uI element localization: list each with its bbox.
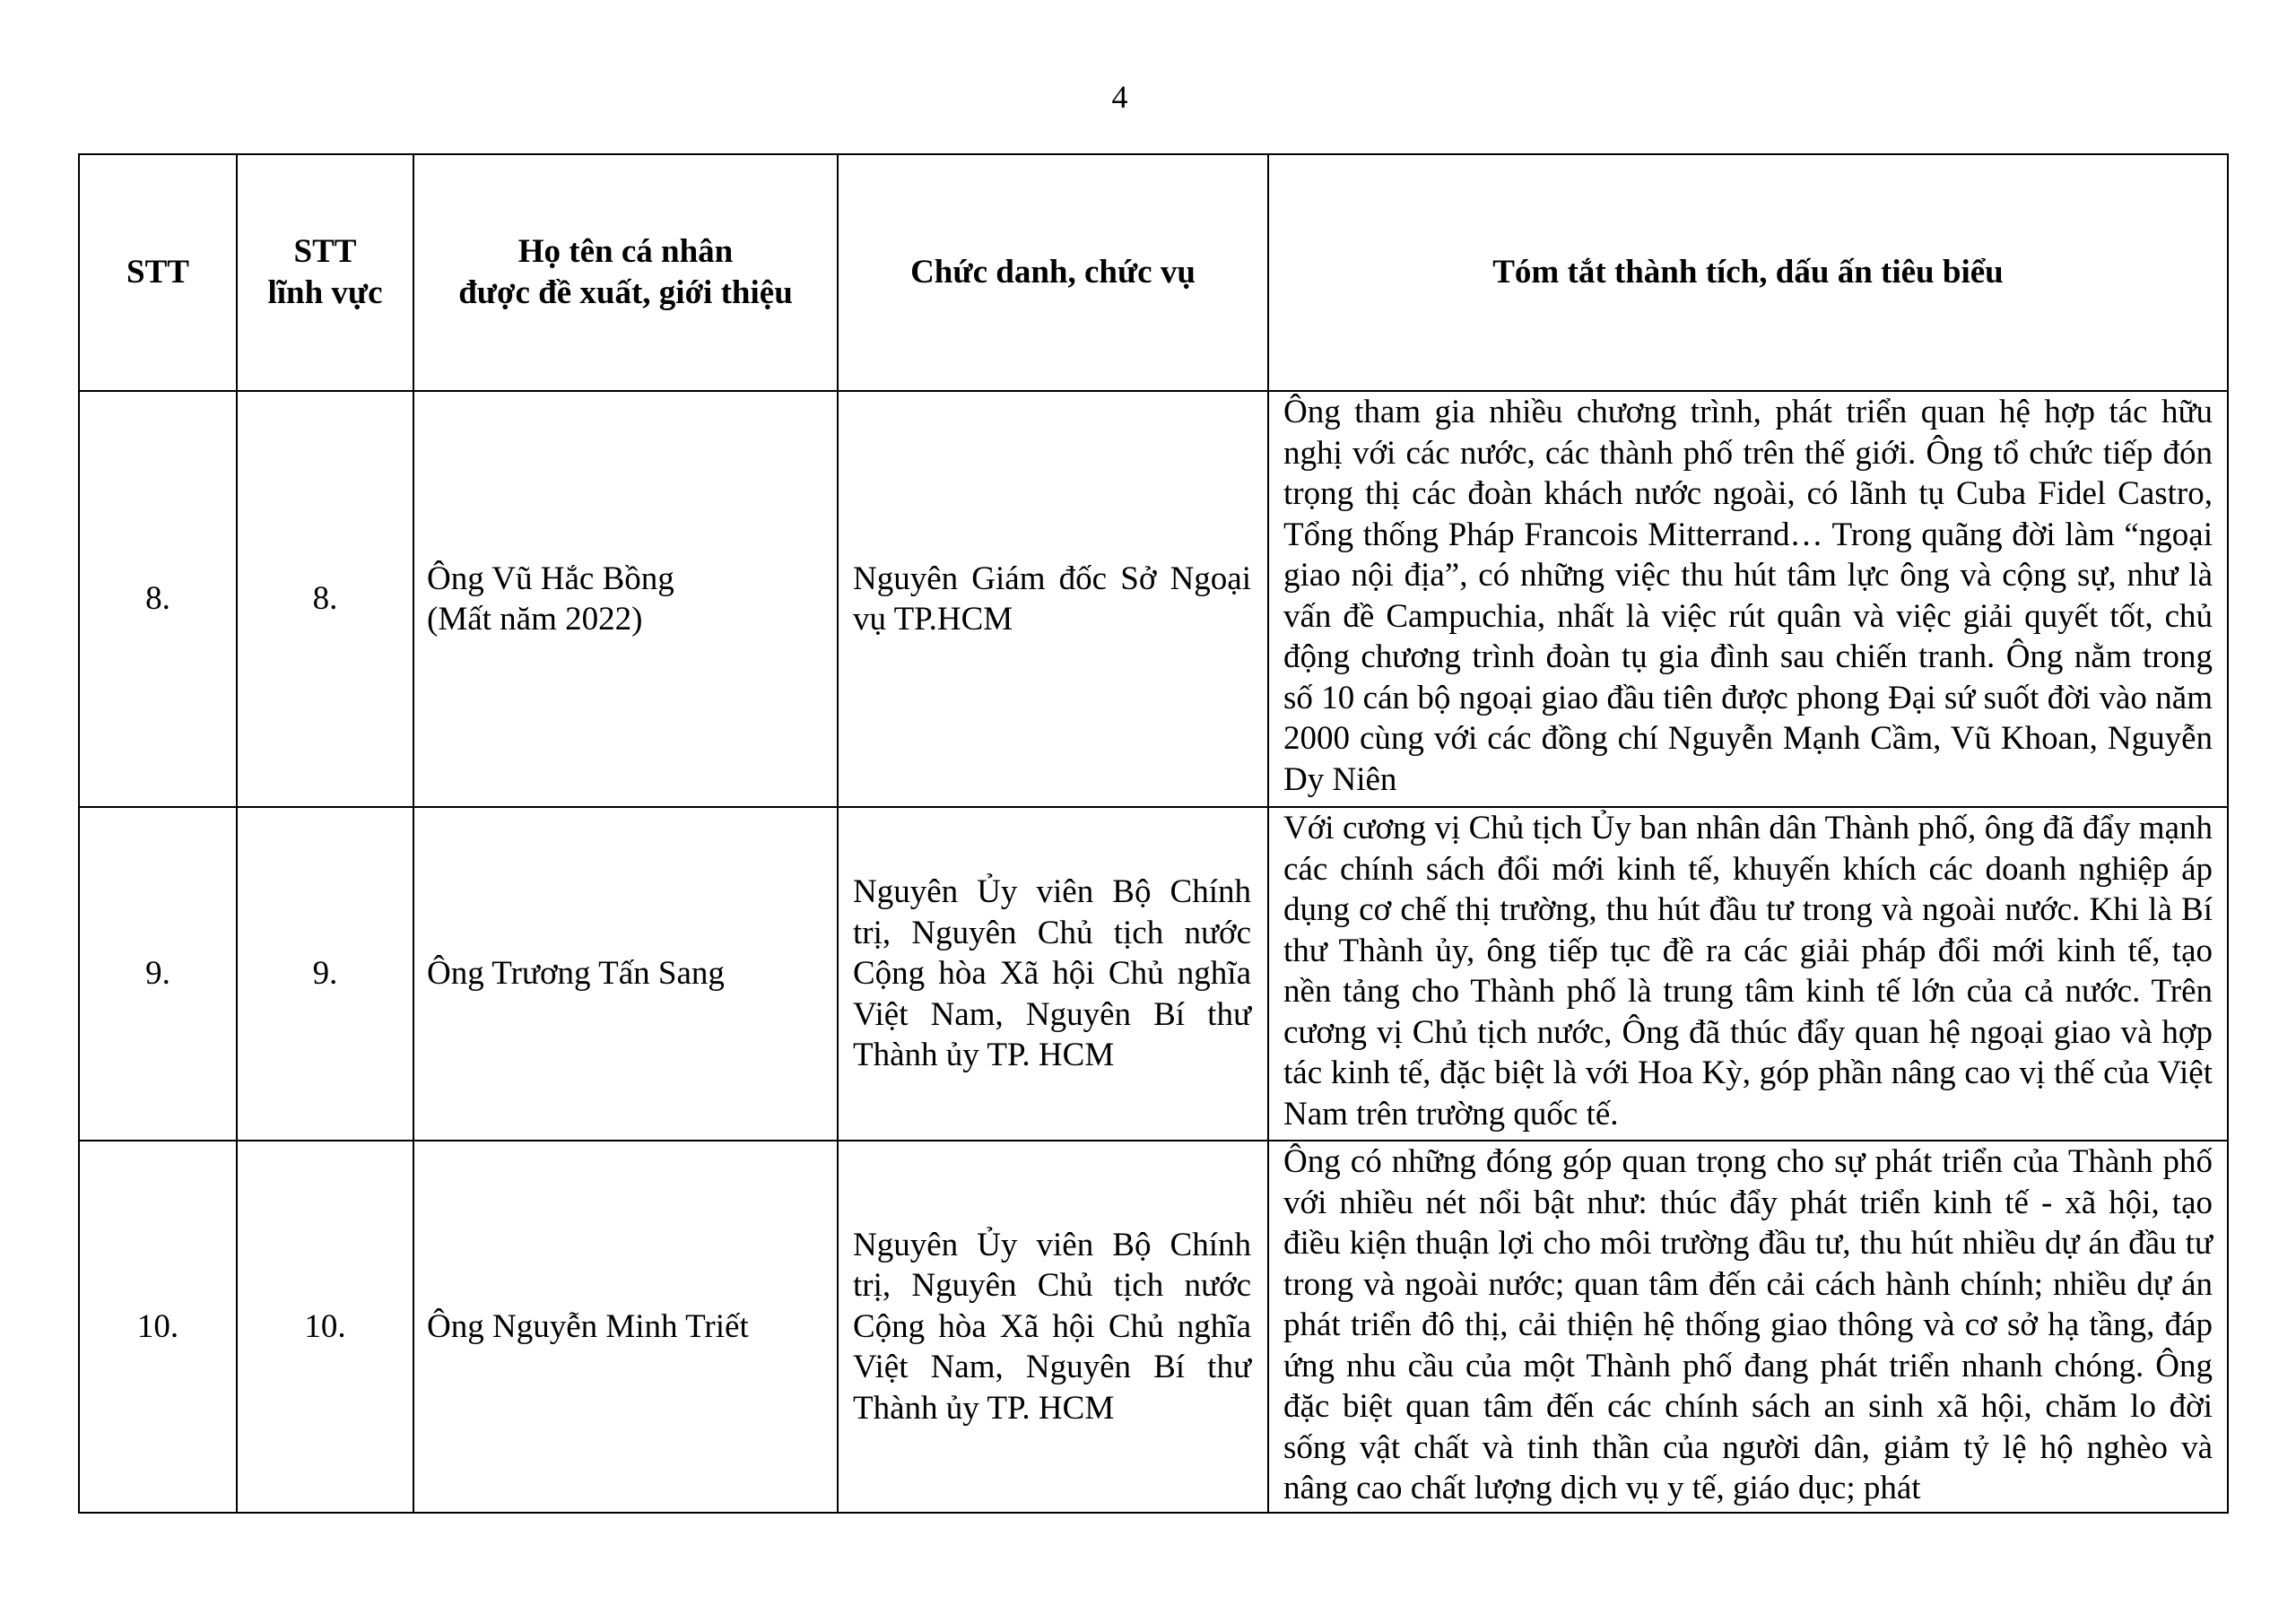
- cell-stt-field: 9.: [237, 807, 413, 1141]
- page-number: 4: [1111, 79, 1128, 115]
- table-row: [79, 807, 2228, 1141]
- table-header-row: [79, 154, 2228, 391]
- nominee-table: [78, 153, 2229, 1514]
- header-stt: STT: [79, 154, 237, 391]
- cell-title: Nguyên Ủy viên Bộ Chính trị, Nguyên Chủ tịch nước Cộng hòa Xã hội Chủ nghĩa Việt Nam, Nguyên Bí thư Thành ủy TP. HCM: [838, 1141, 1268, 1513]
- cell-stt: 10.: [79, 1141, 237, 1513]
- cell-stt: 8.: [79, 391, 237, 807]
- cell-title: Nguyên Giám đốc Sở Ngoại vụ TP.HCM: [838, 391, 1268, 807]
- header-stt-field: STT lĩnh vực: [237, 154, 413, 391]
- cell-stt-field: 8.: [237, 391, 413, 807]
- cell-name: Ông Trương Tấn Sang: [413, 807, 838, 1141]
- header-name: Họ tên cá nhân được đề xuất, giới thiệu: [413, 154, 838, 391]
- table-row: [79, 391, 2228, 807]
- cell-summary: Với cương vị Chủ tịch Ủy ban nhân dân Thành phố, ông đã đẩy mạnh các chính sách đổi mới kinh tế, khuyến khích các doanh nghiệp áp dụng cơ chế thị trường, thu hút đầu tư trong và ngoài nước. Khi là Bí thư Thành ủy, ông tiếp tục đề ra các giải pháp đổi mới kinh tế, tạo nền tảng cho Thành phố là trung tâm kinh tế lớn của cả nước. Trên cương vị Chủ tịch nước, Ông đã thúc đẩy quan hệ ngoại giao và hợp tác kinh tế, đặc biệt là với Hoa Kỳ, góp phần nâng cao vị thế của Việt Nam trên trường quốc tế.: [1268, 807, 2228, 1141]
- cell-name: Ông Nguyễn Minh Triết: [413, 1141, 838, 1513]
- cell-name: Ông Vũ Hắc Bồng (Mất năm 2022): [413, 391, 838, 807]
- cell-title: Nguyên Ủy viên Bộ Chính trị, Nguyên Chủ tịch nước Cộng hòa Xã hội Chủ nghĩa Việt Nam, Nguyên Bí thư Thành ủy TP. HCM: [838, 807, 1268, 1141]
- cell-stt-field: 10.: [237, 1141, 413, 1513]
- cell-stt: 9.: [79, 807, 237, 1141]
- header-summary: Tóm tắt thành tích, dấu ấn tiêu biểu: [1268, 154, 2228, 391]
- table-row: [79, 1141, 2228, 1513]
- cell-summary: Ông có những đóng góp quan trọng cho sự phát triển của Thành phố với nhiều nét nổi bật như: thúc đẩy phát triển kinh tế - xã hội, tạo điều kiện thuận lợi cho môi trường đầu tư, thu hút nhiều dự án đầu tư trong và ngoài nước; quan tâm đến cải cách hành chính; nhiều dự án phát triển đô thị, cải thiện hệ thống giao thông và cơ sở hạ tầng, đáp ứng nhu cầu của một Thành phố đang phát triển nhanh chóng. Ông đặc biệt quan tâm đến các chính sách an sinh xã hội, chăm lo đời sống vật chất và tinh thần của người dân, giảm tỷ lệ hộ nghèo và nâng cao chất lượng dịch vụ y tế, giáo dục; phát: [1268, 1141, 2228, 1513]
- cell-summary: Ông tham gia nhiều chương trình, phát triển quan hệ hợp tác hữu nghị với các nước, các thành phố trên thế giới. Ông tổ chức tiếp đón trọng thị các đoàn khách nước ngoài, có lãnh tụ Cuba Fidel Castro, Tổng thống Pháp Francois Mitterrand… Trong quãng đời làm “ngoại giao nội địa”, có những việc thu hút tâm lực ông và cộng sự, như là vấn đề Campuchia, nhất là việc rút quân và việc giải quyết tốt, chủ động chương trình đoàn tụ gia đình sau chiến tranh. Ông nằm trong số 10 cán bộ ngoại giao đầu tiên được phong Đại sứ suốt đời vào năm 2000 cùng với các đồng chí Nguyễn Mạnh Cầm, Vũ Khoan, Nguyễn Dy Niên: [1268, 391, 2228, 807]
- header-title: Chức danh, chức vụ: [838, 154, 1268, 391]
